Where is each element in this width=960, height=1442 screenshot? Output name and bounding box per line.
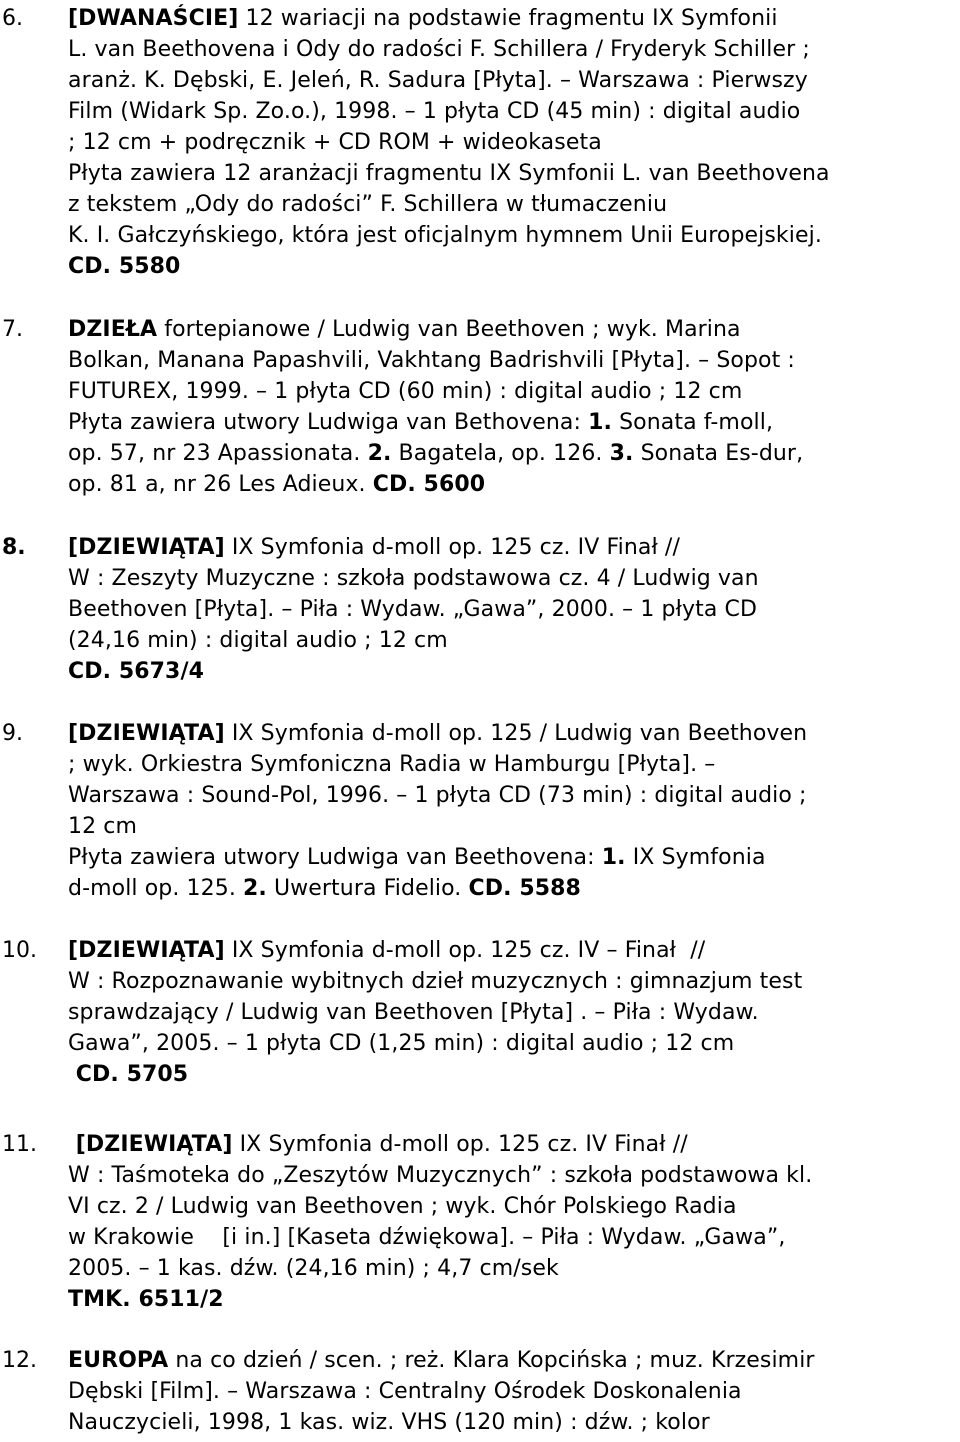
entry-line xyxy=(68,997,802,1028)
entry-line xyxy=(68,625,759,656)
bold-text: [DWANAŚCIE] xyxy=(68,6,239,31)
entry-body xyxy=(68,935,802,1090)
bold-text: 1. xyxy=(601,845,626,870)
entry-line xyxy=(68,1345,815,1376)
text-segment: Sonata f-moll, xyxy=(612,410,774,435)
bold-text: CD. 5588 xyxy=(468,876,581,901)
bold-text: [DZIEWIĄTA] xyxy=(68,535,225,560)
text-segment: VI cz. 2 / Ludwig van Beethoven ; wyk. Chór Polskiego Radia xyxy=(68,1194,737,1219)
text-segment: op. 81 a, nr 26 Les Adieux. xyxy=(68,472,373,497)
text-segment: Dębski [Film]. – Warszawa : Centralny Ośrodek Doskonalenia xyxy=(68,1379,742,1404)
entry-line xyxy=(68,1191,812,1222)
entry-line xyxy=(68,935,802,966)
text-segment: Gawa”, 2005. – 1 płyta CD (1,25 min) : digital audio ; 12 cm xyxy=(68,1031,735,1056)
text-segment: IX Symfonia d-moll op. 125 cz. IV – Finał // xyxy=(224,938,706,963)
entry-line xyxy=(68,158,830,189)
text-segment: W : Rozpoznawanie wybitnych dzieł muzycznych : gimnazjum test xyxy=(68,969,803,994)
text-segment: Sonata Es-dur, xyxy=(633,441,804,466)
bold-text: CD. 5705 xyxy=(68,1062,189,1087)
entry-number: 12. xyxy=(2,1348,37,1373)
entry-line xyxy=(68,1129,812,1160)
text-segment: Bolkan, Manana Papashvili, Vakhtang Badrishvili [Płyta]. – Sopot : xyxy=(68,348,795,373)
entry-line xyxy=(68,1059,802,1090)
entry-body xyxy=(68,718,807,904)
text-segment: Film (Widark Sp. Zo.o.), 1998. – 1 płyta CD (45 min) : digital audio xyxy=(68,99,801,124)
entry-body xyxy=(68,532,759,687)
entry-line xyxy=(68,811,807,842)
text-segment: IX Symfonia d-moll op. 125 cz. IV Finał // xyxy=(232,1132,688,1157)
text-segment: K. I. Gałczyńskiego, która jest oficjalnym hymnem Unii Europejskiej. xyxy=(68,223,822,248)
entry-number: 11. xyxy=(2,1132,37,1157)
text-segment: Płyta zawiera 12 aranżacji fragmentu IX Symfonii L. van Beethovena xyxy=(68,161,830,186)
text-segment: op. 57, nr 23 Apassionata. xyxy=(68,441,368,466)
bold-text: [DZIEWIĄTA] xyxy=(68,938,225,963)
text-segment: Warszawa : Sound-Pol, 1996. – 1 płyta CD (73 min) : digital audio ; xyxy=(68,783,807,808)
text-segment: Nauczycieli, 1998, 1 kas. wiz. VHS (120 min) : dźw. ; kolor xyxy=(68,1410,710,1435)
text-segment: Płyta zawiera utwory Ludwiga van Bethovena: xyxy=(68,410,589,435)
text-segment: 2005. – 1 kas. dźw. (24,16 min) ; 4,7 cm/sek xyxy=(68,1256,559,1281)
entry-line xyxy=(68,780,807,811)
bold-text: CD. 5600 xyxy=(372,472,486,497)
text-segment: W : Taśmoteka do „Zeszytów Muzycznych” : szkoła podstawowa kl. xyxy=(68,1163,813,1188)
entry-number: 7. xyxy=(2,317,23,342)
bold-text: 3. xyxy=(609,441,634,466)
entry-line xyxy=(68,96,830,127)
entry-number: 8. xyxy=(2,535,26,560)
text-segment: 12 cm xyxy=(68,814,138,839)
bold-text: CD. 5580 xyxy=(68,254,181,279)
entry-body xyxy=(68,1345,815,1438)
bold-text: DZIEŁA xyxy=(68,317,158,342)
text-segment: sprawdzający / Ludwig van Beethoven [Płyta] . – Piła : Wydaw. xyxy=(68,1000,759,1025)
text-segment: (24,16 min) : digital audio ; 12 cm xyxy=(68,628,448,653)
entry-line xyxy=(68,873,807,904)
text-segment: Bagatela, op. 126. xyxy=(391,441,610,466)
entry-line xyxy=(68,656,759,687)
entry-number: 9. xyxy=(2,721,23,746)
entry-body xyxy=(68,314,803,500)
text-segment: ; wyk. Orkiestra Symfoniczna Radia w Hamburgu [Płyta]. – xyxy=(68,752,716,777)
entry-line xyxy=(68,127,830,158)
entry-line xyxy=(68,1284,812,1315)
entry-line xyxy=(68,594,759,625)
entry-line xyxy=(68,407,803,438)
entry-line xyxy=(68,563,759,594)
entry-line xyxy=(68,718,807,749)
text-segment: d-moll op. 125. xyxy=(68,876,244,901)
text-segment: IX Symfonia d-moll op. 125 cz. IV Finał // xyxy=(224,535,680,560)
text-segment: Uwertura Fidelio. xyxy=(266,876,469,901)
text-segment: L. van Beethovena i Ody do radości F. Schillera / Fryderyk Schiller ; xyxy=(68,37,810,62)
entry-line xyxy=(68,34,830,65)
entry-line xyxy=(68,251,830,282)
entry-line xyxy=(68,532,759,563)
bold-text: EUROPA xyxy=(68,1348,169,1373)
entry-line xyxy=(68,966,802,997)
entry-line xyxy=(68,345,803,376)
bold-text: [DZIEWIĄTA] xyxy=(68,1132,233,1157)
entry-body xyxy=(68,1129,812,1315)
text-segment: W : Zeszyty Muzyczne : szkoła podstawowa cz. 4 / Ludwig van xyxy=(68,566,759,591)
text-segment: 12 wariacji na podstawie fragmentu IX Symfonii xyxy=(238,6,778,31)
entry-number: 6. xyxy=(2,6,23,31)
text-segment: w Krakowie [i in.] [Kaseta dźwiękowa]. – Piła : Wydaw. „Gawa”, xyxy=(68,1225,786,1250)
text-segment: IX Symfonia d-moll op. 125 / Ludwig van Beethoven xyxy=(224,721,808,746)
entry-line xyxy=(68,1376,815,1407)
bold-text: [DZIEWIĄTA] xyxy=(68,721,225,746)
entry-line xyxy=(68,1160,812,1191)
text-segment: z tekstem „Ody do radości” F. Schillera w tłumaczeniu xyxy=(68,192,668,217)
entry-line xyxy=(68,314,803,345)
entry-line xyxy=(68,1407,815,1438)
entry-line xyxy=(68,376,803,407)
entry-body xyxy=(68,3,830,282)
bold-text: TMK. 6511/2 xyxy=(68,1287,224,1312)
entry-line xyxy=(68,1028,802,1059)
entry-number: 10. xyxy=(2,938,37,963)
text-segment: Beethoven [Płyta]. – Piła : Wydaw. „Gawa”, 2000. – 1 płyta CD xyxy=(68,597,757,622)
bold-text: 2. xyxy=(367,441,392,466)
entry-line xyxy=(68,3,830,34)
bold-text: 2. xyxy=(243,876,267,901)
entry-line xyxy=(68,220,830,251)
entry-line xyxy=(68,189,830,220)
text-segment: ; 12 cm + podręcznik + CD ROM + wideokaseta xyxy=(68,130,602,155)
text-segment: aranż. K. Dębski, E. Jeleń, R. Sadura [Płyta]. – Warszawa : Pierwszy xyxy=(68,68,808,93)
text-segment: fortepianowe / Ludwig van Beethoven ; wyk. Marina xyxy=(157,317,741,342)
text-segment: FUTUREX, 1999. – 1 płyta CD (60 min) : digital audio ; 12 cm xyxy=(68,379,743,404)
entry-line xyxy=(68,438,803,469)
bold-text: 1. xyxy=(588,410,612,435)
text-segment: IX Symfonia xyxy=(625,845,766,870)
text-segment: Płyta zawiera utwory Ludwiga van Beethovena: xyxy=(68,845,602,870)
entry-line xyxy=(68,65,830,96)
bold-text: CD. 5673/4 xyxy=(68,659,204,684)
entry-line xyxy=(68,469,803,500)
text-segment: na co dzień / scen. ; reż. Klara Kopcińska ; muz. Krzesimir xyxy=(168,1348,815,1373)
entry-line xyxy=(68,1253,812,1284)
entry-line xyxy=(68,1222,812,1253)
entry-line xyxy=(68,842,807,873)
entry-line xyxy=(68,749,807,780)
